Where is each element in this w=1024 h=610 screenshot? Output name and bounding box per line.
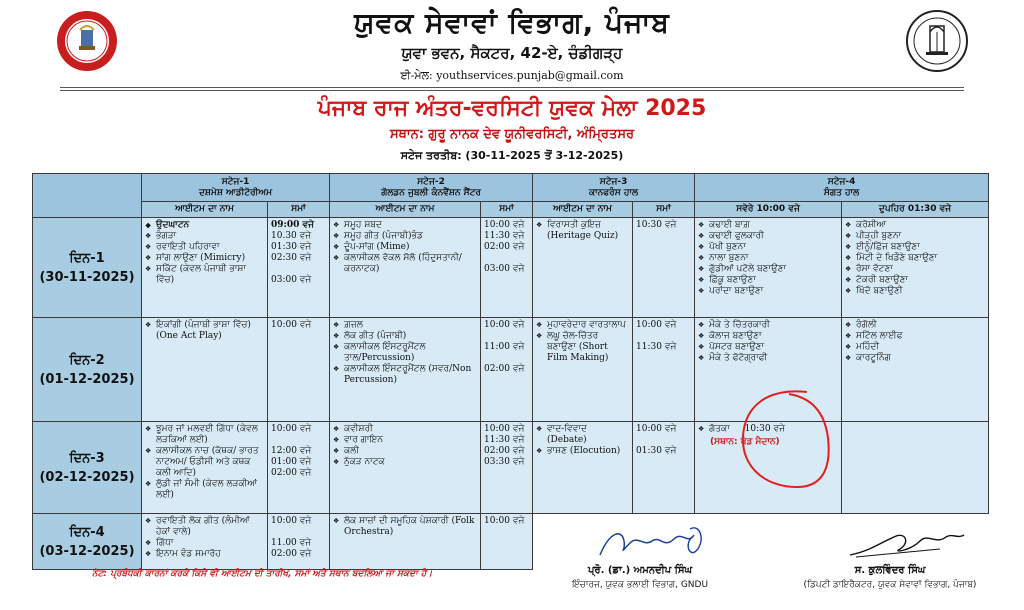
time-value: 03:00 ਵਜੇ (484, 264, 525, 274)
gatka-time: 10:30 ਵਜੇ (744, 424, 785, 434)
list-item: ❖ ਨਾਲਾ ਬੁਣਨਾ (698, 253, 838, 264)
time-value: 10:00 ਵਜੇ (271, 516, 312, 526)
col-afternoon: ਦੁਪਹਿਰ 01:30 ਵਜੇ (842, 202, 989, 218)
day4-stage1-items (142, 514, 268, 570)
day-3-label (33, 422, 142, 514)
list-item: ❖ ਛਿੱਕੂ ਬਣਾਉਣਾ (698, 275, 838, 286)
signature-1-icon (540, 521, 740, 561)
col-item-name: ਆਈਟਮ ਦਾ ਨਾਮ (330, 202, 481, 218)
list-item: ❖ ਕਲਾਸੀਕਲ ਇੰਸਟਰੂਮੈਂਟਲ (ਸਵਰ/Non Percussion) (333, 364, 477, 386)
time-value: 03:00 ਵਜੇ (271, 275, 312, 285)
list-item: ❖ ਵਿਰਾਸਤੀ ਕੁਇਜ਼ (Heritage Quiz) (536, 220, 629, 242)
day1-stage3-times (633, 218, 695, 318)
list-item: ❖ ਕਵੀਸ਼ਰੀ (333, 424, 477, 435)
signature-2-icon (760, 521, 1020, 561)
header-rule-2 (60, 90, 964, 91)
day3-stage3-times (633, 422, 695, 514)
col-time: ਸਮਾਂ (481, 202, 533, 218)
day1-stage4-morning (695, 218, 842, 318)
corner-cell (33, 174, 142, 218)
list-item: ❖ ਉਦਘਾਟਨ (145, 220, 264, 231)
stage-name: ਸਟੇਜ-1 (221, 176, 250, 187)
day-date: (01-12-2025) (39, 371, 135, 387)
email-link[interactable]: youthservices.punjab@gmail.com (436, 69, 624, 82)
day-name: ਦਿਨ-4 (69, 524, 105, 540)
time-value: 10:00 ਵਜੇ (636, 424, 677, 434)
list-item: ❖ ਰੰਗੋਲੀ (845, 320, 985, 331)
stage-name: ਸਟੇਜ-3 (599, 176, 628, 187)
list-item: ❖ ਕਢਾਈ ਫੁਲਕਾਰੀ (698, 231, 838, 242)
stage-1-header (142, 174, 330, 202)
list-item: ❖ ਰਵਾਇਤੀ ਪਹਿਰਾਵਾ (145, 242, 264, 253)
disclaimer-note: ਨੋਟ: ਪ੍ਰਬੰਧਕੀ ਕਾਰਨਾਂ ਕਰਕੇ ਕਿਸੇ ਵੀ ਆਈਟਮ ਦੀ ਤਾਰੀਖ, ਸਮਾਂ ਅਤੇ ਸਥਾਨ ਬਦਲਿਆ ਜਾ ਸਕਦਾ ਹੈ। (92, 569, 433, 579)
day1-stage1-items (142, 218, 268, 318)
day-date: (02-12-2025) (39, 469, 135, 485)
day2-stage3-times (633, 318, 695, 422)
day-name: ਦਿਨ-3 (69, 450, 105, 466)
list-item: ❖ ਟੋਕਰੀ ਬਣਾਉਣਾ (845, 275, 985, 286)
event-title: ਪੰਜਾਬ ਰਾਜ ਅੰਤਰ-ਵਰਸਿਟੀ ਯੁਵਕ ਮੇਲਾ 2025 (317, 96, 707, 121)
list-item: ❖ ਗ਼ਜ਼ਲ (333, 320, 477, 331)
day2-stage1-times (268, 318, 330, 422)
list-item: ❖ ਪੱਖੀ ਬੁਣਨਾ (698, 242, 838, 253)
list-item: ❖ ਲੋਕ ਸਾਜ਼ਾਂ ਦੀ ਸਮੂਹਿਕ ਪੇਸ਼ਕਾਰੀ (Folk Orchestra) (333, 516, 477, 538)
time-value: 03:30 ਵਜੇ (484, 457, 525, 467)
day1-stage2-items (330, 218, 481, 318)
time-value: 01:00 ਵਜੇ (271, 457, 312, 467)
list-item: ❖ ਵਾਰ ਗਾਇਨ (333, 435, 477, 446)
list-item: ❖ ਭੰਗੜਾ (145, 231, 264, 242)
day-2-label (33, 318, 142, 422)
time-value: 01:30 ਵਜੇ (636, 446, 677, 456)
list-item: ❖ ਲੁੱਡੀ ਜਾਂ ਸੰਮੀ (ਕੇਵਲ ਲੜਕੀਆਂ ਲਈ) (145, 479, 264, 501)
list-item: ❖ ਮੁਹਾਵਰੇਦਾਰ ਵਾਰਤਾਲਾਪ (536, 320, 629, 331)
list-item: ❖ ਰਵਾਇਤੀ ਲੋਕ ਗੀਤ (ਲੰਮੀਆਂ ਹੇਕਾਂ ਵਾਲੇ) (145, 516, 264, 538)
list-item: ❖ ਕਲੀ (333, 446, 477, 457)
col-time: ਸਮਾਂ (633, 202, 695, 218)
time-value: 02:30 ਵਜੇ (271, 253, 312, 263)
time-value: 10:00 ਵਜੇ (484, 516, 525, 526)
list-item: ❖ ਨੁੱਕੜ ਨਾਟਕ (333, 457, 477, 468)
department-address: ਯੁਵਾ ਭਵਨ, ਸੈਕਟਰ, 42-ਏ, ਚੰਡੀਗੜ੍ਹ (401, 44, 623, 62)
day-1-row (33, 218, 989, 318)
col-time: ਸਮਾਂ (268, 202, 330, 218)
signature-block-2 (760, 521, 1020, 590)
time-value: 12:00 ਵਜੇ (271, 446, 312, 456)
list-item: ❖ ਖਿੱਦੋ ਬਣਾਉਣੀ (845, 286, 985, 297)
time-value: 11.00 ਵਜੇ (271, 538, 312, 548)
list-item: ❖ ਸਮੂਹ ਗੀਤ (ਪੰਜਾਬੀ)ਭੰਡ (333, 231, 477, 242)
day2-stage1-items (142, 318, 268, 422)
day-4-label (33, 514, 142, 570)
time-value: 02:00 ਵਜੇ (484, 446, 525, 456)
time-value: 10:00 ਵਜੇ (484, 220, 525, 230)
stage-name: ਸਟੇਜ-4 (827, 176, 856, 187)
stage-name: ਸਟੇਜ-2 (417, 176, 445, 187)
day3-stage1-times (268, 422, 330, 514)
day1-stage1-times (268, 218, 330, 318)
day-date: (30-11-2025) (39, 269, 135, 285)
stage-2-header (330, 174, 533, 202)
department-title: ਯੁਵਕ ਸੇਵਾਵਾਂ ਵਿਭਾਗ, ਪੰਜਾਬ (354, 6, 670, 39)
day4-stage2-items (330, 514, 481, 570)
list-item: ❖ ਲੋਕ ਗੀਤ (ਪੰਜਾਬੀ) (333, 331, 477, 342)
stage-4-header (695, 174, 989, 202)
time-value: 10:00 ਵਜੇ (271, 424, 312, 434)
list-item: ❖ ਗਿੱਧਾ (145, 538, 264, 549)
signatory-1-role: ਇੰਚਾਰਜ, ਯੁਵਕ ਭਲਾਈ ਵਿਭਾਗ, GNDU (571, 580, 709, 590)
time-value: 02:00 ਵਜੇ (271, 549, 312, 559)
gatka-venue-note: (ਸਥਾਨ: ਖੇਡ ਮੈਦਾਨ) (710, 437, 780, 447)
stage-hall: ਕਾਨਫਰੰਸ ਹਾਲ (588, 187, 639, 198)
time-value: 10:00 ਵਜੇ (271, 320, 312, 330)
list-item: ❖ ਲਘੂ ਚੱਲ-ਚਿੱਤਰ ਬਣਾਉਣਾ (Short Film Making) (536, 331, 629, 364)
day4-stage1-times (268, 514, 330, 570)
time-value: 11:30 ਵਜੇ (636, 342, 677, 352)
time-value: 10:00 ਵਜੇ (636, 320, 677, 330)
signatory-2-role: (ਡਿਪਟੀ ਡਾਇਰੈਕਟਰ, ਯੁਵਕ ਸੇਵਾਵਾਂ ਵਿਭਾਗ, ਪੰਜਾਬ) (803, 580, 977, 590)
schedule-table (32, 173, 989, 570)
time-value: 01:30 ਵਜੇ (271, 242, 312, 252)
list-item: ❖ ਮਿੱਟੀ ਦੇ ਖਿਡੌਣੇ ਬਣਾਉਣਾ (845, 253, 985, 264)
day-3-row (33, 422, 989, 514)
list-item (698, 424, 838, 435)
day3-stage3-items (533, 422, 633, 514)
stage-order-dates: ਸਟੇਜ ਤਰਤੀਬ: (30-11-2025 ਤੋਂ 3-12-2025) (400, 149, 624, 162)
time-value: 09:00 ਵਜੇ (271, 220, 315, 230)
list-item: ❖ ਸਮੂਹ ਸ਼ਬਦ (333, 220, 477, 231)
list-item: ❖ ਕੋਲਾਜ ਬਣਾਉਣਾ (698, 331, 838, 342)
time-value: 10:00 ਵਜੇ (484, 320, 525, 330)
day-name: ਦਿਨ-1 (69, 250, 105, 266)
list-item: ❖ ਪਰਾਂਦਾ ਬਣਾਉਣਾ (698, 286, 838, 297)
time-value: 11:00 ਵਜੇ (484, 342, 525, 352)
day-name: ਦਿਨ-2 (69, 352, 105, 368)
time-value: 11:30 ਵਜੇ (484, 231, 525, 241)
list-item: ❖ ਵਾਦ-ਵਿਵਾਦ (Debate) (536, 424, 629, 446)
day2-stage2-items (330, 318, 481, 422)
list-item: ❖ ਮਹਿੰਦੀ (845, 342, 985, 353)
signatory-1-name: ਪ੍ਰੋ. (ਡਾ.) ਅਮਨਦੀਪ ਸਿੰਘ (587, 565, 693, 576)
day1-stage4-afternoon (842, 218, 989, 318)
list-item: ❖ ਕਲਾਸੀਕਲ ਇੰਸਟਰੂਮੈਂਟਲ ਤਾਲ/Percussion) (333, 342, 477, 364)
list-item: ❖ ਸਟਿੱਲ ਲਾਈਫ (845, 331, 985, 342)
day1-stage3-items (533, 218, 633, 318)
col-morning: ਸਵੇਰੇ 10:00 ਵਜੇ (695, 202, 842, 218)
list-item: ❖ ਪੋਸਟਰ ਬਣਾਉਣਾ (698, 342, 838, 353)
list-item: ❖ ਸਕਿੱਟ (ਕੇਵਲ ਪੰਜਾਬੀ ਭਾਸ਼ਾ ਵਿੱਚ) (145, 264, 264, 286)
day3-stage4-afternoon (842, 422, 989, 514)
list-item: ❖ ਭਾਸ਼ਣ (Elocution) (536, 446, 629, 457)
day3-stage2-times (481, 422, 533, 514)
col-item-name: ਆਈਟਮ ਦਾ ਨਾਮ (142, 202, 268, 218)
email-label: ਈ-ਮੇਲ: (400, 69, 433, 82)
list-item: ❖ ਕਲਾਸੀਕਲ ਵੋਕਲ ਸੋਲੋ (ਹਿੰਦੁਸਤਾਨੀ/ਕਰਨਾਟਕ) (333, 253, 477, 275)
stage-3-header (533, 174, 695, 202)
list-item: ❖ ਪੀੜ੍ਹੀ ਬੁਣਨਾ (845, 231, 985, 242)
list-item: ❖ ਦੂੰਪ-ਸਾਂਗ (Mime) (333, 242, 477, 253)
list-item: ❖ ਇਨਾਮ ਵੰਡ ਸਮਾਰੋਹ (145, 549, 264, 560)
day3-stage2-items (330, 422, 481, 514)
stage-hall: ਦਸ਼ਮੇਸ਼ ਆਡੀਟੋਰੀਅਮ (198, 187, 273, 198)
day1-stage2-times (481, 218, 533, 318)
list-item: ❖ ਕਲਾਸੀਕਲ ਨਾਚ (ਕੱਥਕ/ ਭਾਰਤ ਨਾਟਅਮ/ ਓਡੀਸੀ ਅਤੇ ਕਥਕ ਕਲੀ ਆਦਿ) (145, 446, 264, 479)
list-item: ❖ ਸਾਂਗ ਲਾਉਣਾ (Mimicry) (145, 253, 264, 264)
signature-block-1 (540, 521, 740, 590)
time-value: 10.30 ਵਜੇ (271, 231, 312, 241)
time-value: 02:00 ਵਜੇ (271, 468, 312, 478)
time-value: 10:30 ਵਜੇ (636, 220, 677, 230)
signatory-2-name: ਸ. ਕੁਲਵਿੰਦਰ ਸਿੰਘ (854, 565, 926, 576)
list-item: ❖ ਮੌਕੇ ਤੇ ਚਿੱਤਰਕਾਰੀ (698, 320, 838, 331)
list-item: ❖ ਇਕਾਂਗੀ (ਪੰਜਾਬੀ ਭਾਸ਼ਾ ਵਿੱਚ) (One Act Play) (145, 320, 264, 342)
day-date: (03-12-2025) (39, 543, 135, 559)
list-item: ❖ ਰੱਸਾ ਵੱਟਣਾ (845, 264, 985, 275)
day2-stage4-morning (695, 318, 842, 422)
header-rule (60, 87, 964, 88)
time-value: 10:00 ਵਜੇ (484, 424, 525, 434)
list-item: ❖ ਕਾਰਟੂਨਿੰਗ (845, 353, 985, 364)
day-1-label (33, 218, 142, 318)
day2-stage3-items (533, 318, 633, 422)
list-item: ❖ ਗੁੱਡੀਆਂ ਪਟੋਲੇ ਬਣਾਉਣਾ (698, 264, 838, 275)
day2-stage4-afternoon (842, 318, 989, 422)
list-item: ❖ ਝੂਮਰ ਜਾਂ ਮਲਵਈ ਗਿੱਧਾ (ਕੇਵਲ ਲੜਕਿਆਂ ਲਈ) (145, 424, 264, 446)
day2-stage2-times (481, 318, 533, 422)
list-item: ❖ ਮੌਕੇ ਤੇ ਫੋਟੋਗ੍ਰਾਫੀ (698, 353, 838, 364)
day3-stage1-items (142, 422, 268, 514)
list-item: ❖ ਈਨੂੰ/ਛਿੱਜ ਬਣਾਉਣਾ (845, 242, 985, 253)
time-value: 02:00 ਵਜੇ (484, 242, 525, 252)
col-item-name: ਆਈਟਮ ਦਾ ਨਾਮ (533, 202, 633, 218)
department-email (0, 69, 1024, 83)
time-value: 11:30 ਵਜੇ (484, 435, 525, 445)
stage-hall: ਸੰਗਤ ਹਾਲ (823, 187, 860, 198)
day-2-row (33, 318, 989, 422)
gatka-item: ਗੱਤਕਾ (709, 424, 730, 434)
list-item: ❖ ਕਰੋਸ਼ੀਆ (845, 220, 985, 231)
day4-stage2-times (481, 514, 533, 570)
time-value: 02:00 ਵਜੇ (484, 364, 525, 374)
list-item: ❖ ਕਢਾਈ ਬਾਗ਼ (698, 220, 838, 231)
event-venue: ਸਥਾਨ: ਗੁਰੂ ਨਾਨਕ ਦੇਵ ਯੂਨੀਵਰਸਿਟੀ, ਅੰਮ੍ਰਿਤਸਰ (389, 127, 635, 142)
day3-stage4-morning (695, 422, 842, 514)
stage-hall: ਗੋਲਡਨ ਜੁਬਲੀ ਕੰਨਵੈਂਸ਼ਨ ਸੈਂਟਰ (381, 187, 481, 198)
